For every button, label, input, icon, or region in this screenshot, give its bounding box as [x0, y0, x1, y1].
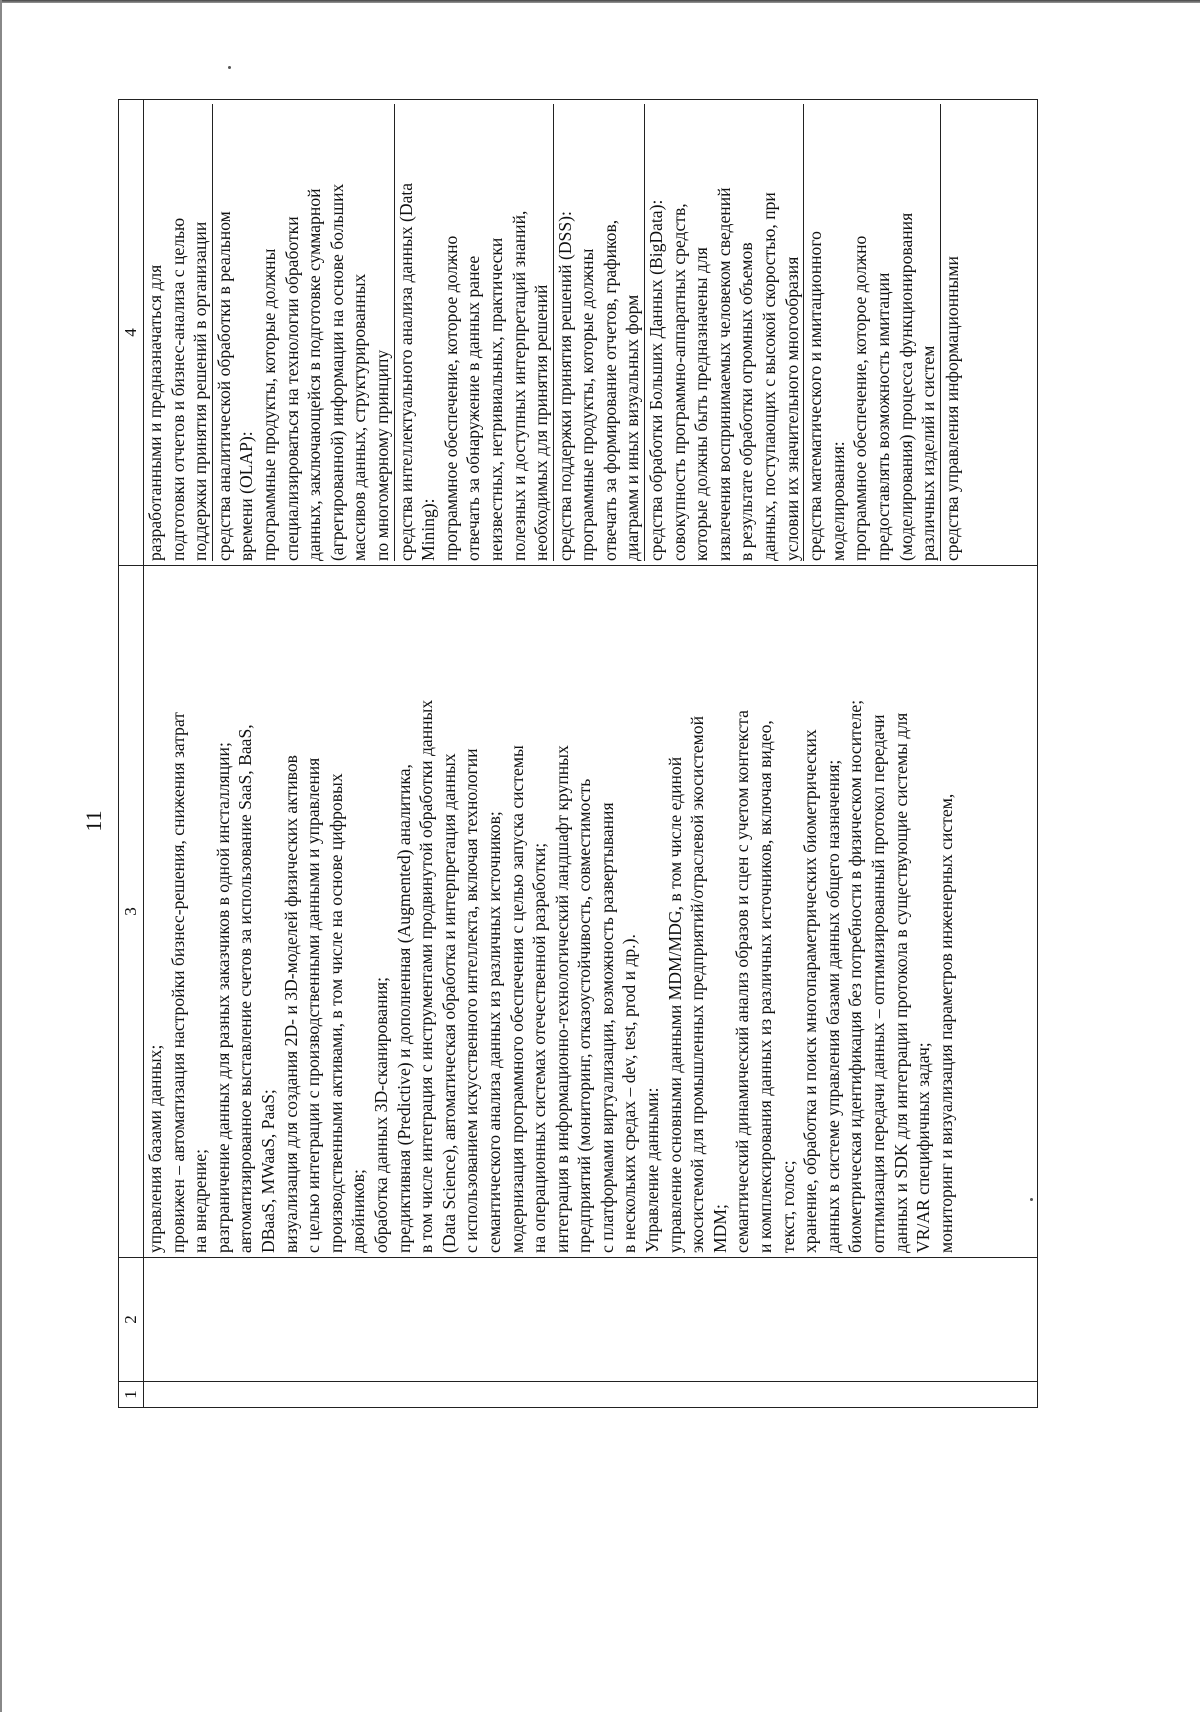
column-4-line: времени (OLAP):: [236, 431, 257, 561]
column-4-line: средства управления информационными: [941, 256, 962, 561]
column-4-line: моделирования:: [827, 441, 848, 561]
column-4-line: подготовки отчетов и бизнес-анализа с целью: [167, 217, 188, 561]
column-3-line: DBaaS, MWaaS, PaaS;: [257, 1089, 278, 1253]
column-4-entry: [212, 104, 394, 561]
column-3-line: обработка данных 3D-сканирования;: [370, 976, 391, 1253]
rotated-table-sheet: [118, 100, 1038, 1408]
column-4-line: неизвестных, нетривиальных, практически: [485, 237, 506, 561]
column-3-line: семантического анализа данных из различных источников;: [483, 811, 504, 1253]
column-4-line: поддержки принятия решений в организации: [190, 221, 211, 561]
column-4-text: [144, 104, 963, 561]
column-4-line: различных изделий и систем: [918, 345, 939, 561]
column-3-line: на внедрение;: [190, 1148, 211, 1253]
column-4-line: Mining):: [418, 498, 439, 561]
column-3-line: биометрическая идентификация без потребности в физическом носителе;: [845, 699, 866, 1253]
column-4-line: извлечения воспринимаемых человеком сведений: [713, 187, 734, 561]
column-3-line: с целью интеграции с производственными данными и управления: [303, 757, 324, 1253]
column-header-2: 2: [119, 1258, 144, 1382]
column-3-line: интеграция в информационно-технологический ландшафт крупных: [551, 745, 572, 1253]
column-4-line: полезных и доступных интерпретаций знаний,: [508, 210, 529, 561]
column-4-line: (агрегированной) информации на основе больших: [326, 183, 347, 561]
column-4-line: программные продукты, которые должны: [258, 248, 279, 561]
column-3-line: с использованием искусственного интеллекта, включая технологии: [461, 748, 482, 1253]
column-3-line: провижен – автоматизация настройки бизнес-решения, снижения затрат: [167, 712, 188, 1253]
column-3-line: предприятий (мониторинг, отказоустойчивость, совместимость: [574, 778, 595, 1253]
column-3-line: данных и SDK для интеграции протокола в существующие системы для: [890, 712, 911, 1253]
column-3-line: семантический динамический анализ образов и сцен с учетом контекста: [732, 710, 753, 1253]
column-4-entry: [803, 104, 940, 561]
column-4-line: данных, поступающих с высокой скоростью, при: [759, 192, 780, 561]
column-3-line: на операционных системах отечественной разработки;: [529, 842, 550, 1253]
column-3-line: текст, голос;: [777, 1160, 798, 1253]
column-3-line: в том числе интеграция с инструментами продвинутой обработки данных: [416, 699, 437, 1253]
column-4-line: специализироваться на технологии обработки: [281, 216, 302, 561]
column-3-line: Управление данными:: [642, 1087, 663, 1253]
scan-edge-top: [0, 0, 1200, 3]
column-4-line: отвечать за формирование отчетов, графиков,: [599, 219, 620, 561]
column-3-line: VR/AR специфичных задач;: [913, 1042, 934, 1253]
column-3-line: мониторинг и визуализация параметров инженерных систем,: [935, 793, 956, 1253]
scan-edge-left: [0, 0, 2, 1712]
column-3-cell: [144, 566, 1038, 1258]
column-4-line: средства обработки Больших Данных (BigData):: [646, 199, 667, 561]
column-3-line: разграничение данных для разных заказчиков в одной инсталляции;: [212, 742, 233, 1253]
column-1-cell: [144, 1382, 1038, 1408]
table-row: [144, 100, 1038, 1408]
column-4-line: условии их значительного многообразия: [781, 256, 802, 561]
column-3-line: двойников;: [348, 1169, 369, 1253]
column-4-line: которые должны быть предназначены для: [691, 247, 712, 561]
page-number: 11: [81, 810, 106, 832]
column-4-line: программное обеспечение, которое должно: [440, 235, 461, 561]
column-3-line: визуализация для создания 2D- и 3D-моделей физических активов: [280, 755, 301, 1253]
column-4-line: программные продукты, которые должны: [577, 248, 598, 561]
column-4-line: средства математического и имитационного: [805, 231, 826, 561]
column-3-line: производственными активами, в том числе на основе цифровых: [325, 773, 346, 1253]
column-4-line: программное обеспечение, которое должно: [850, 235, 871, 561]
column-3-line: предиктивная (Predictive) и дополненная (Augmented) аналитика,: [393, 764, 414, 1253]
column-header-3: 3: [119, 566, 144, 1258]
column-header-4: 4: [119, 100, 144, 566]
column-3-line: (Data Science), автоматическая обработка и интерпретация данных: [438, 753, 459, 1253]
column-3-line: и комплексирования данных из различных источников, включая видео,: [755, 720, 776, 1253]
column-4-line: предоставлять возможность имитации: [873, 272, 893, 561]
column-3-line: автоматизированное выставление счетов за использование SaaS, BaaS,: [235, 724, 256, 1253]
column-4-line: по многомерному принципу: [371, 349, 392, 561]
column-3-line: с платформами виртуализации, возможность развертывания: [596, 802, 617, 1253]
column-3-line: модернизация программного обеспечения с целью запуска системы: [506, 745, 527, 1253]
column-3-line: MDM;: [709, 1204, 730, 1253]
column-4-line: средства интеллектуального анализа данных (Data: [395, 182, 416, 561]
column-4-line: средства поддержки принятия решений (DSS):: [554, 211, 575, 561]
column-4-line: данных, заключающейся в подготовке суммарной: [304, 188, 325, 561]
column-4-line: необходимых для принятия решений: [531, 284, 552, 561]
scan-speck: [228, 66, 231, 69]
column-4-entry: [553, 104, 644, 561]
column-4-line: средства аналитической обработки в реальном: [213, 211, 234, 561]
column-header-1: 1: [119, 1382, 144, 1408]
column-4-line: массивов данных, структурированных: [349, 273, 370, 561]
column-3-line: хранение, обработка и поиск многопараметрических биометрических: [800, 729, 821, 1253]
table-header-row: [119, 100, 144, 1408]
column-4-line: в результате обработки огромных объемов: [736, 242, 757, 561]
column-4-line: (моделирования) процесса функционирования: [895, 212, 916, 561]
column-4-line: разработанными и предназначаться для: [145, 264, 165, 561]
column-4-entry: [394, 104, 553, 561]
column-3-line: в нескольких средах – dev, test, prod и др.).: [619, 934, 640, 1253]
column-3-line: экосистемой для промышленных предприятий/отраслевой экосистемой: [687, 715, 708, 1253]
column-4-cell: [144, 100, 1038, 566]
column-2-cell: [144, 1258, 1038, 1382]
column-4-line: отвечать за обнаружение в данных ранее: [463, 255, 484, 561]
column-4-line: диаграмм и иных визуальных форм: [622, 294, 643, 561]
column-4-entry: [940, 104, 964, 561]
column-4-line: совокупность программно-аппаратных средств,: [668, 203, 689, 561]
column-4-entry: [144, 104, 212, 561]
column-3-text: [144, 570, 957, 1253]
requirements-table: [118, 99, 1038, 1408]
column-3-line: оптимизация передачи данных – оптимизированный протокол передачи: [868, 714, 888, 1253]
column-3-line: управления базами данных;: [145, 1044, 165, 1253]
column-4-entry: [644, 104, 803, 561]
column-3-line: управление основными данными MDM/MDG, в том числе единой: [664, 756, 685, 1253]
column-3-line: данных в системе управления базами данных общего назначения;: [822, 759, 843, 1253]
